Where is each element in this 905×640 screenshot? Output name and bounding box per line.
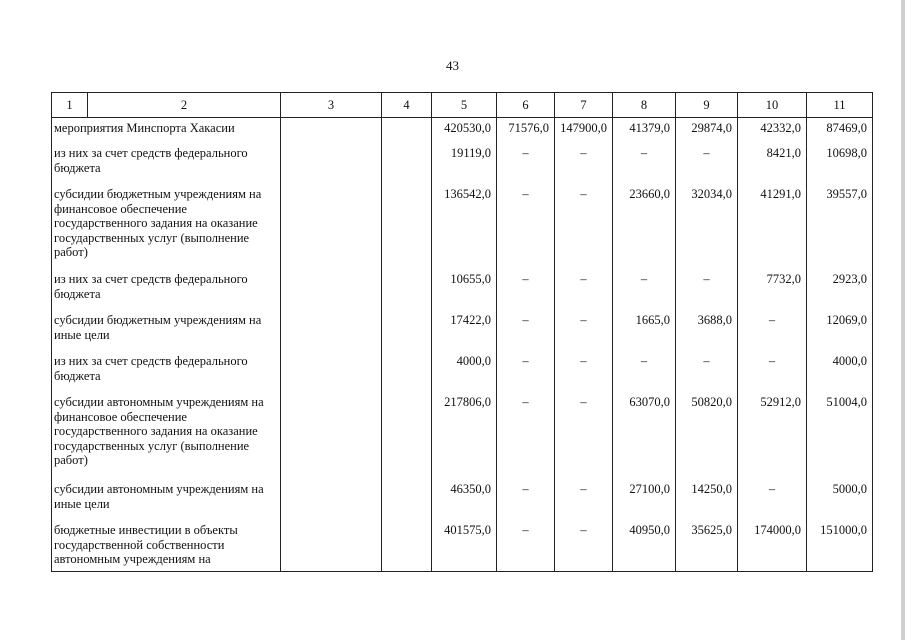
cell-col5: 217806,0 (432, 392, 497, 479)
column-header-1: 1 (52, 93, 88, 118)
table-row (52, 392, 873, 479)
column-header-10: 10 (738, 93, 807, 118)
cell-col10: – (738, 479, 807, 520)
cell-col11: 87469,0 (807, 118, 873, 144)
cell-col6: 71576,0 (497, 118, 555, 144)
cell-col11: 10698,0 (807, 143, 873, 184)
cell-col8: 27100,0 (613, 479, 676, 520)
cell-col7: – (555, 520, 613, 572)
cell-col5: 420530,0 (432, 118, 497, 144)
cell-col4 (382, 479, 432, 520)
cell-col7: – (555, 479, 613, 520)
cell-col10: 174000,0 (738, 520, 807, 572)
cell-col4 (382, 351, 432, 392)
table-row (52, 118, 873, 144)
cell-col3 (281, 143, 382, 184)
cell-col9: 35625,0 (676, 520, 738, 572)
cell-col3 (281, 351, 382, 392)
cell-col9: – (676, 351, 738, 392)
cell-col8: 40950,0 (613, 520, 676, 572)
cell-col10: 8421,0 (738, 143, 807, 184)
cell-col9: 29874,0 (676, 118, 738, 144)
cell-col8: – (613, 351, 676, 392)
cell-col8: 41379,0 (613, 118, 676, 144)
cell-col3 (281, 479, 382, 520)
cell-col4 (382, 118, 432, 144)
cell-col11: 39557,0 (807, 184, 873, 269)
table-row (52, 269, 873, 310)
cell-col8: 23660,0 (613, 184, 676, 269)
cell-col6: – (497, 310, 555, 351)
cell-col3 (281, 184, 382, 269)
cell-col9: 14250,0 (676, 479, 738, 520)
cell-col7: – (555, 269, 613, 310)
cell-col8: 1665,0 (613, 310, 676, 351)
column-header-2: 2 (88, 93, 281, 118)
cell-col10: – (738, 310, 807, 351)
column-header-8: 8 (613, 93, 676, 118)
cell-col6: – (497, 392, 555, 479)
row-label: из них за счет средств федерального бюджета (52, 143, 281, 184)
cell-col4 (382, 184, 432, 269)
row-label: субсидии бюджетным учреждениям на иные цели (52, 310, 281, 351)
table-row (52, 351, 873, 392)
cell-col5: 17422,0 (432, 310, 497, 351)
cell-col11: 12069,0 (807, 310, 873, 351)
cell-col3 (281, 269, 382, 310)
row-label: бюджетные инвестиции в объекты государственной собственности автономным учреждениям на (52, 520, 281, 572)
cell-col3 (281, 392, 382, 479)
cell-col4 (382, 392, 432, 479)
budget-table (51, 92, 873, 572)
cell-col4 (382, 269, 432, 310)
cell-col6: – (497, 184, 555, 269)
cell-col5: 46350,0 (432, 479, 497, 520)
cell-col9: 3688,0 (676, 310, 738, 351)
cell-col6: – (497, 143, 555, 184)
table-row (52, 479, 873, 520)
cell-col8: – (613, 143, 676, 184)
cell-col10: 42332,0 (738, 118, 807, 144)
column-header-5: 5 (432, 93, 497, 118)
cell-col6: – (497, 520, 555, 572)
cell-col10: – (738, 351, 807, 392)
cell-col7: – (555, 351, 613, 392)
row-label: субсидии автономным учреждениям на финансовое обеспечение государственного задания на оказание государственных услуг (выполнение работ) (52, 392, 281, 479)
cell-col4 (382, 143, 432, 184)
cell-col5: 19119,0 (432, 143, 497, 184)
cell-col6: – (497, 269, 555, 310)
cell-col7: – (555, 143, 613, 184)
cell-col10: 52912,0 (738, 392, 807, 479)
cell-col11: 151000,0 (807, 520, 873, 572)
page-number: 43 (446, 58, 459, 73)
table-row (52, 310, 873, 351)
table-row (52, 143, 873, 184)
cell-col5: 136542,0 (432, 184, 497, 269)
cell-col9: 32034,0 (676, 184, 738, 269)
column-header-11: 11 (807, 93, 873, 118)
cell-col9: – (676, 269, 738, 310)
table-row (52, 184, 873, 269)
cell-col11: 51004,0 (807, 392, 873, 479)
cell-col3 (281, 310, 382, 351)
row-label: из них за счет средств федерального бюджета (52, 351, 281, 392)
cell-col5: 4000,0 (432, 351, 497, 392)
cell-col8: – (613, 269, 676, 310)
row-label: субсидии автономным учреждениям на иные цели (52, 479, 281, 520)
column-header-4: 4 (382, 93, 432, 118)
cell-col4 (382, 520, 432, 572)
cell-col5: 401575,0 (432, 520, 497, 572)
cell-col11: 4000,0 (807, 351, 873, 392)
cell-col10: 41291,0 (738, 184, 807, 269)
scan-edge-shadow (901, 0, 905, 640)
cell-col8: 63070,0 (613, 392, 676, 479)
cell-col11: 5000,0 (807, 479, 873, 520)
cell-col10: 7732,0 (738, 269, 807, 310)
column-header-7: 7 (555, 93, 613, 118)
header-row (52, 93, 873, 118)
cell-col6: – (497, 351, 555, 392)
cell-col3 (281, 520, 382, 572)
cell-col11: 2923,0 (807, 269, 873, 310)
row-label: мероприятия Минспорта Хакасии (52, 118, 281, 144)
column-header-6: 6 (497, 93, 555, 118)
cell-col6: – (497, 479, 555, 520)
cell-col7: – (555, 184, 613, 269)
cell-col7: – (555, 392, 613, 479)
row-label: из них за счет средств федерального бюджета (52, 269, 281, 310)
cell-col7: 147900,0 (555, 118, 613, 144)
cell-col9: – (676, 143, 738, 184)
cell-col4 (382, 310, 432, 351)
cell-col9: 50820,0 (676, 392, 738, 479)
cell-col3 (281, 118, 382, 144)
column-header-3: 3 (281, 93, 382, 118)
row-label: субсидии бюджетным учреждениям на финансовое обеспечение государственного задания на оказание государственных услуг (выполнение работ) (52, 184, 281, 269)
cell-col7: – (555, 310, 613, 351)
column-header-9: 9 (676, 93, 738, 118)
cell-col5: 10655,0 (432, 269, 497, 310)
table-row (52, 520, 873, 572)
